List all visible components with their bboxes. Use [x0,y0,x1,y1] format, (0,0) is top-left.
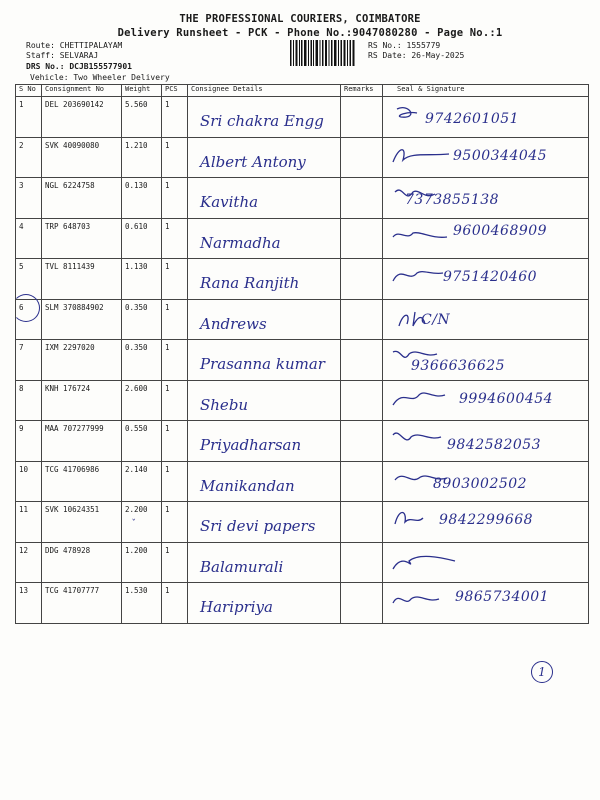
consignee-name: Balamurali [200,557,284,576]
consignee-name: Priyadharsan [200,436,302,454]
pcs-cell: 1 [165,221,170,231]
pcs-cell: 1 [165,100,170,109]
signature-scrawl [389,385,459,417]
company-title: THE PROFESSIONAL COURIERS, COIMBATORE [179,13,421,25]
col-pcs: PCS [162,85,188,97]
pcs-cell: 1 [165,383,170,393]
consignment-cell: SLM 370884902 [45,302,104,312]
table-row [16,502,589,543]
col-consignee: Consignee Details [188,85,341,97]
pcs-cell: 1 [165,262,170,271]
consignee-name: Manikandan [200,476,295,495]
col-weight: Weight [122,85,162,97]
sno-cell: 10 [19,464,29,474]
sno-cell: 1 [19,100,24,109]
weight-cell: 2.140 [125,464,148,474]
signature-scrawl [389,547,459,579]
remarks-cell [341,461,383,502]
remarks-cell [341,340,383,381]
weight-cell: 2.600 [125,383,148,393]
pcs-cell: 1 [165,464,170,474]
remarks-cell [341,583,383,624]
receiver-phone: 7373855138 [405,192,500,208]
vehicle-label: Vehicle: Two Wheeler Delivery [30,73,170,82]
runsheet-table [15,84,589,624]
pcs-cell: 1 [165,545,170,555]
consignee-name: Haripriya [200,598,273,616]
sno-cell: 12 [19,545,29,555]
weight-cell: 0.130 [125,181,148,190]
pcs-cell: 1 [165,140,170,150]
weight-cell: 1.210 [125,140,148,150]
remarks-cell [341,421,383,462]
receiver-phone: 9842582053 [447,437,542,453]
consignee-name: Andrews [200,314,267,333]
remarks-cell [341,178,383,219]
signature-scrawl [389,223,459,255]
page-number-mark: 1 [531,661,553,683]
consignee-name: Shebu [200,395,249,414]
receiver-phone: 9500344045 [453,147,548,164]
consignment-cell: NGL 6224758 [45,181,95,190]
table-row [16,218,589,259]
staff-label: Staff: SELVARAJ [26,51,99,60]
consignment-cell: SVK 40090080 [45,140,100,150]
table-row [16,259,589,300]
pcs-cell: 1 [165,343,170,352]
hand-circle-mark [12,294,40,322]
consignment-cell: IXM 2297020 [45,343,95,352]
consignee-name: Rana Ranjith [200,274,300,292]
weight-cell: 2.200 [125,505,148,514]
receiver-phone: 9742601051 [425,111,520,127]
drs-label: DRS No.: DCJB155577901 [26,62,132,71]
weight-cell: 5.560 [125,100,148,109]
sno-cell: 2 [19,140,24,150]
receiver-phone: 9600468909 [453,222,548,239]
weight-cell: 0.610 [125,221,148,231]
sno-cell: 3 [19,181,24,190]
weight-cell: 1.200 [125,545,148,555]
weight-cell: 0.550 [125,424,148,433]
remarks-cell [341,97,383,138]
pcs-cell: 1 [165,586,170,595]
table-body [16,97,589,624]
meta-left [26,41,132,72]
pcs-cell: 1 [165,181,170,190]
table-row [16,299,589,340]
remarks-cell [341,137,383,178]
weight-cell: 0.350 [125,302,148,312]
sno-cell: 4 [19,221,24,231]
receiver-phone: 9366636625 [411,358,506,374]
consignment-cell: DEL 203690142 [45,100,104,109]
meta-right [368,41,464,61]
consignee-name: Sri chakra Engg [200,112,324,130]
sno-cell: 11 [19,505,29,514]
receiver-phone: 9865734001 [455,589,550,605]
consignment-cell: KNH 176724 [45,383,91,393]
barcode-icon [290,40,356,66]
table-row [16,137,589,178]
consignee-name: Sri devi papers [200,517,316,535]
receiver-phone: 9994600454 [459,390,554,407]
table-row [16,178,589,219]
sno-cell: 9 [19,424,24,433]
consignment-cell: SVK 10624351 [45,505,100,514]
consignee-name: Narmadha [200,233,281,252]
pcs-cell: 1 [165,505,170,514]
rs-date-label: RS Date: 26-May-2025 [368,51,465,60]
consignment-cell: DDG 478928 [45,545,91,555]
consignment-cell: TRP 648703 [45,221,91,231]
remarks-cell [341,380,383,421]
sno-cell: 6 [19,302,24,312]
remarks-cell [341,502,383,543]
table-row [16,380,589,421]
receiver-phone: 9842299668 [439,512,534,528]
col-remarks: Remarks [341,85,383,97]
table-row [16,461,589,502]
sno-cell: 5 [19,262,24,271]
runsheet-subtitle: Delivery Runsheet - PCK - Phone No.:9047080280 - Page No.:1 [117,27,503,39]
table-row [16,421,589,462]
remarks-cell [341,259,383,300]
consignment-cell: TCG 41707777 [45,586,100,595]
signature-scrawl [389,142,459,174]
remarks-cell [341,299,383,340]
col-sno: S No [16,85,42,97]
table-row [16,542,589,583]
remarks-cell [341,542,383,583]
table-header-row [16,85,589,97]
receiver-phone: C/N [421,311,451,328]
pcs-cell: 1 [165,424,170,433]
consignment-cell: TVL 8111439 [45,262,95,271]
table-row [16,97,589,138]
hand-tick-mark: ˇ [131,519,137,529]
sno-cell: 8 [19,383,24,393]
weight-cell: 1.130 [125,262,148,271]
weight-cell: 0.350 [125,343,148,352]
consignee-name: Kavitha [200,193,259,211]
consignment-cell: MAA 707277999 [45,424,104,433]
consignee-name: Prasanna kumar [200,355,325,373]
receiver-phone: 8903002502 [433,475,528,492]
rs-no-label: RS No.: 1555779 [368,41,441,50]
remarks-cell [341,218,383,259]
sno-cell: 13 [19,586,29,595]
sno-cell: 7 [19,343,24,352]
consignee-name: Albert Antony [200,152,306,171]
receiver-phone: 9751420460 [443,269,538,285]
weight-cell: 1.530 [125,586,148,595]
route-label: Route: CHETTIPALAYAM [26,41,123,50]
table-row [16,340,589,381]
consignment-cell: TCG 41706986 [45,464,100,474]
col-consignment: Consignment No [42,85,122,97]
signature-scrawl [389,587,459,619]
pcs-cell: 1 [165,302,170,312]
table-row [16,583,589,624]
col-seal-signature: Seal & Signature [383,85,589,97]
